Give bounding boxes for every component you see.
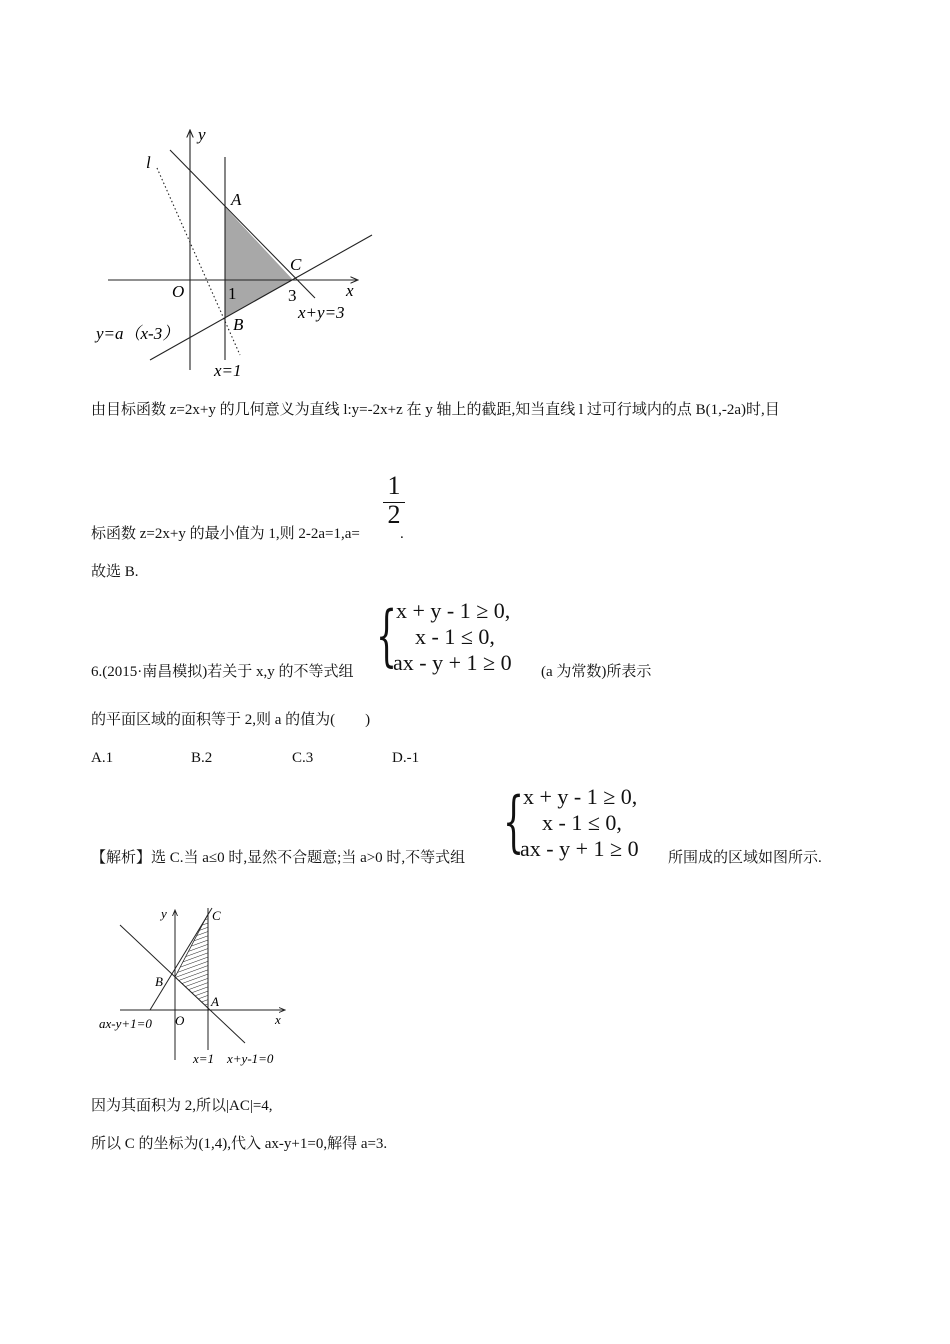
solution-line-1: 由目标函数 z=2x+y 的几何意义为直线 l:y=-2x+z 在 y 轴上的截距,知当直线 l 过可行域内的点 B(1,-2a)时,目	[91, 402, 780, 418]
analysis-ineq-1: x + y - 1 ≥ 0,	[523, 784, 638, 809]
q6-ineq-1: x + y - 1 ≥ 0,	[396, 598, 511, 623]
option-b[interactable]: B.2	[191, 750, 213, 766]
fig2-label-B: B	[155, 974, 163, 989]
analysis-intro: 【解析】选 C.当 a≤0 时,显然不合题意;当 a>0 时,不等式组	[91, 850, 466, 866]
fig1-label-x-1: x=1	[214, 361, 242, 380]
fig2-label-O: O	[175, 1013, 185, 1028]
fig1-label-O: O	[172, 282, 185, 301]
solution-conclusion: 故选 B.	[91, 564, 139, 580]
question6-stem: 6.(2015·南昌模拟)若关于 x,y 的不等式组	[91, 664, 354, 680]
fraction-one-half	[383, 472, 405, 529]
question6-stem-after: (a 为常数)所表示	[541, 664, 652, 680]
analysis-inequality-system	[520, 784, 639, 862]
option-c[interactable]: C.3	[292, 750, 314, 766]
option-d[interactable]: D.-1	[392, 750, 420, 766]
solution-line-2-end: .	[400, 526, 404, 542]
fig2-label-A: A	[211, 994, 219, 1009]
fig2-label-x-y-1: x+y-1=0	[227, 1051, 274, 1066]
fig2-label-C: C	[212, 908, 221, 923]
fig1-label-3: 3	[288, 286, 297, 305]
fig1-label-B: B	[233, 315, 244, 334]
fig2-label-ax-y-1: ax-y+1=0	[99, 1016, 152, 1031]
analysis-coord-line: 所以 C 的坐标为(1,4),代入 ax-y+1=0,解得 a=3.	[91, 1136, 388, 1152]
question6-system-brace: {	[376, 597, 397, 674]
figure-2-region	[95, 900, 300, 1070]
fig1-label-x-plus-y-3: x+y=3	[298, 303, 345, 322]
analysis-area-line: 因为其面积为 2,所以|AC|=4,	[91, 1098, 273, 1114]
fraction-denominator: 2	[387, 500, 401, 529]
q6-ineq-3: ax - y + 1 ≥ 0	[393, 650, 512, 675]
figure-1-feasible-region	[90, 120, 390, 385]
fig1-label-y: y	[198, 125, 206, 144]
fraction-numerator: 1	[387, 471, 401, 500]
analysis-ineq-3: ax - y + 1 ≥ 0	[520, 836, 639, 861]
fig1-label-1: 1	[228, 284, 237, 303]
fig1-label-l: l	[146, 153, 151, 172]
fig2-label-x: x	[275, 1012, 281, 1027]
fig2-label-x-1: x=1	[193, 1051, 215, 1066]
option-a[interactable]: A.1	[91, 750, 114, 766]
analysis-after: 所围成的区域如图所示.	[668, 850, 822, 866]
question6-inequality-system	[393, 598, 512, 676]
fig1-label-x: x	[346, 281, 354, 300]
solution-line-2: 标函数 z=2x+y 的最小值为 1,则 2-2a=1,a=	[91, 526, 360, 542]
fig1-label-y-a-x-3: y=a（x-3）	[96, 324, 180, 343]
question6-stem-line-2: 的平面区域的面积等于 2,则 a 的值为( )	[91, 712, 371, 728]
analysis-system-brace: {	[503, 783, 524, 860]
fig1-label-A: A	[231, 190, 242, 209]
analysis-ineq-2: x - 1 ≤ 0,	[542, 810, 622, 835]
fig1-label-C: C	[290, 255, 302, 274]
fig2-label-y: y	[161, 906, 167, 921]
q6-ineq-2: x - 1 ≤ 0,	[415, 624, 495, 649]
